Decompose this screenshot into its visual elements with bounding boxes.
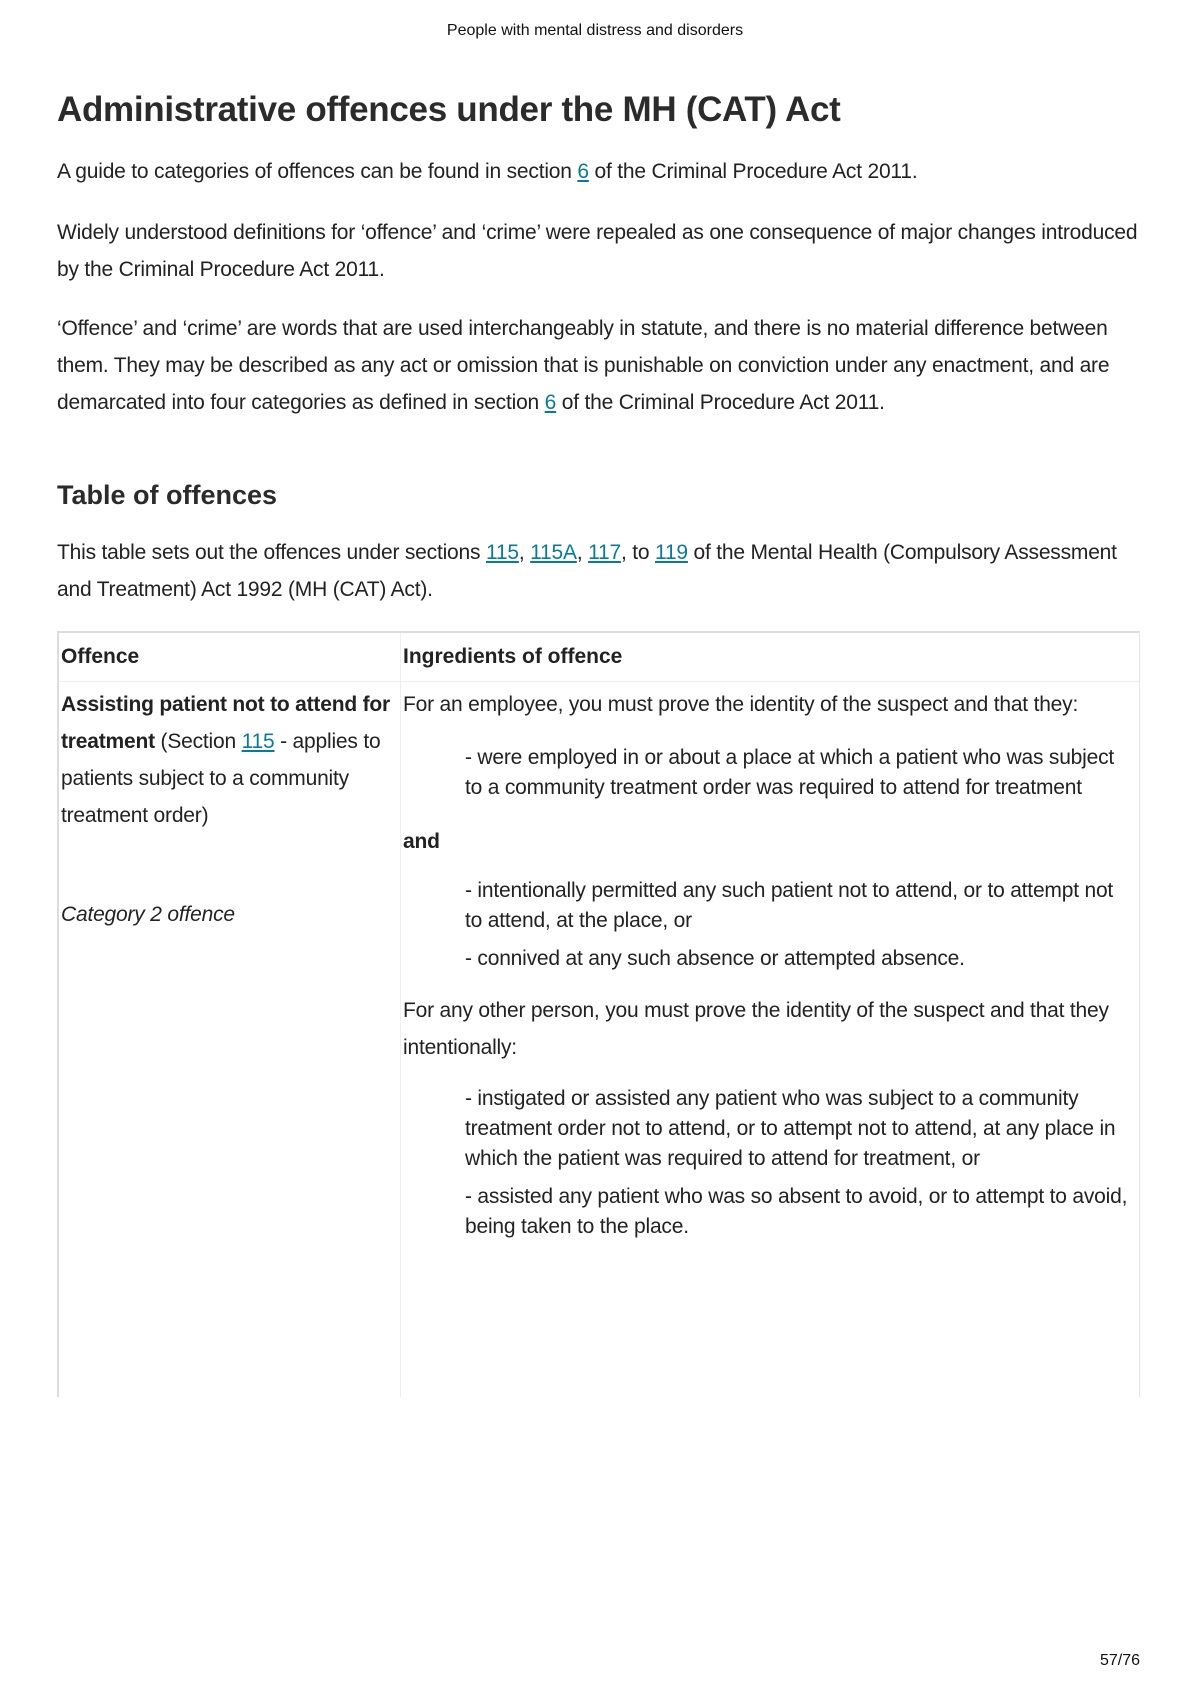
- page-number: 57/76: [1100, 1652, 1141, 1669]
- text: - applies to patients subject to a community treatment order): [61, 730, 381, 827]
- ingredients-cell: [403, 686, 1128, 1242]
- header-ingredients: Ingredients of offence: [403, 645, 623, 668]
- header-offence: Offence: [61, 645, 140, 668]
- offence-crime-paragraph: [57, 310, 1147, 421]
- ingredient-intro: For any other person, you must prove the identity of the suspect and that they intentionally:: [403, 999, 1109, 1059]
- ingredient-intro: For an employee, you must prove the identity of the suspect and that they:: [403, 693, 1079, 716]
- table-header-row: [59, 633, 1139, 682]
- text: This table sets out the offences under sections: [57, 541, 486, 564]
- definitions-paragraph: Widely understood definitions for ‘offence’ and ‘crime’ were repealed as one consequence of major changes introduced by the Criminal Procedure Act 2011.: [57, 221, 1138, 281]
- section-6-link[interactable]: 6: [544, 391, 557, 414]
- text: ,: [518, 541, 531, 564]
- conjunction-and: and: [403, 830, 440, 853]
- text: ‘Offence’ and ‘crime’ are words that are used interchangeably in statute, and there is no material difference between them. They may be described as any act or omission that is punishable on conviction under any enactment, and are demarcated into four categories as defined in section: [57, 317, 1110, 414]
- intro-paragraph: [57, 153, 1147, 190]
- table-intro-paragraph: [57, 534, 1147, 608]
- text: of the Criminal Procedure Act 2011.: [588, 160, 918, 183]
- text: A guide to categories of offences can be found in section: [57, 160, 578, 183]
- ingredient-item: - were employed in or about a place at which a patient who was subject to a community treatment order was required to attend for treatment: [465, 746, 1115, 799]
- ingredient-item: - instigated or assisted any patient who was subject to a community treatment order not to attend, or to attempt not to attend, at any place in which the patient was required to attend for treatment, or: [465, 1087, 1116, 1170]
- offence-category: Category 2 offence: [61, 903, 235, 926]
- running-header: People with mental distress and disorders: [446, 22, 744, 39]
- offence-cell: [61, 686, 397, 933]
- section-115a-link[interactable]: 115A: [530, 541, 577, 564]
- column-divider: [400, 633, 401, 1397]
- page-title: Administrative offences under the MH (CAT) Act: [57, 90, 841, 129]
- text: of the Mental Health (Compulsory Assessment and Treatment) Act 1992 (MH (CAT) Act).: [57, 541, 1117, 601]
- section-115-link[interactable]: 115: [241, 730, 275, 753]
- section-117-link[interactable]: 117: [588, 541, 621, 564]
- text: ,: [576, 541, 589, 564]
- ingredient-item: - intentionally permitted any such patient not to attend, or to attempt not to attend, at the place, or: [465, 879, 1114, 932]
- section-heading: Table of offences: [57, 480, 278, 510]
- section-115-link[interactable]: 115: [485, 541, 519, 564]
- text: , to: [620, 541, 656, 564]
- offences-table: [57, 631, 1140, 1397]
- offence-description: [61, 686, 397, 834]
- text: of the Criminal Procedure Act 2011.: [556, 391, 885, 414]
- offence-name: Assisting patient not to attend for treatment: [61, 693, 390, 753]
- ingredient-item: - assisted any patient who was so absent to avoid, or to attempt to avoid, being taken to the place.: [465, 1185, 1128, 1238]
- ingredient-item: - connived at any such absence or attempted absence.: [465, 947, 965, 970]
- section-119-link[interactable]: 119: [655, 541, 688, 564]
- section-6-link[interactable]: 6: [577, 160, 589, 183]
- text: (Section: [154, 730, 242, 753]
